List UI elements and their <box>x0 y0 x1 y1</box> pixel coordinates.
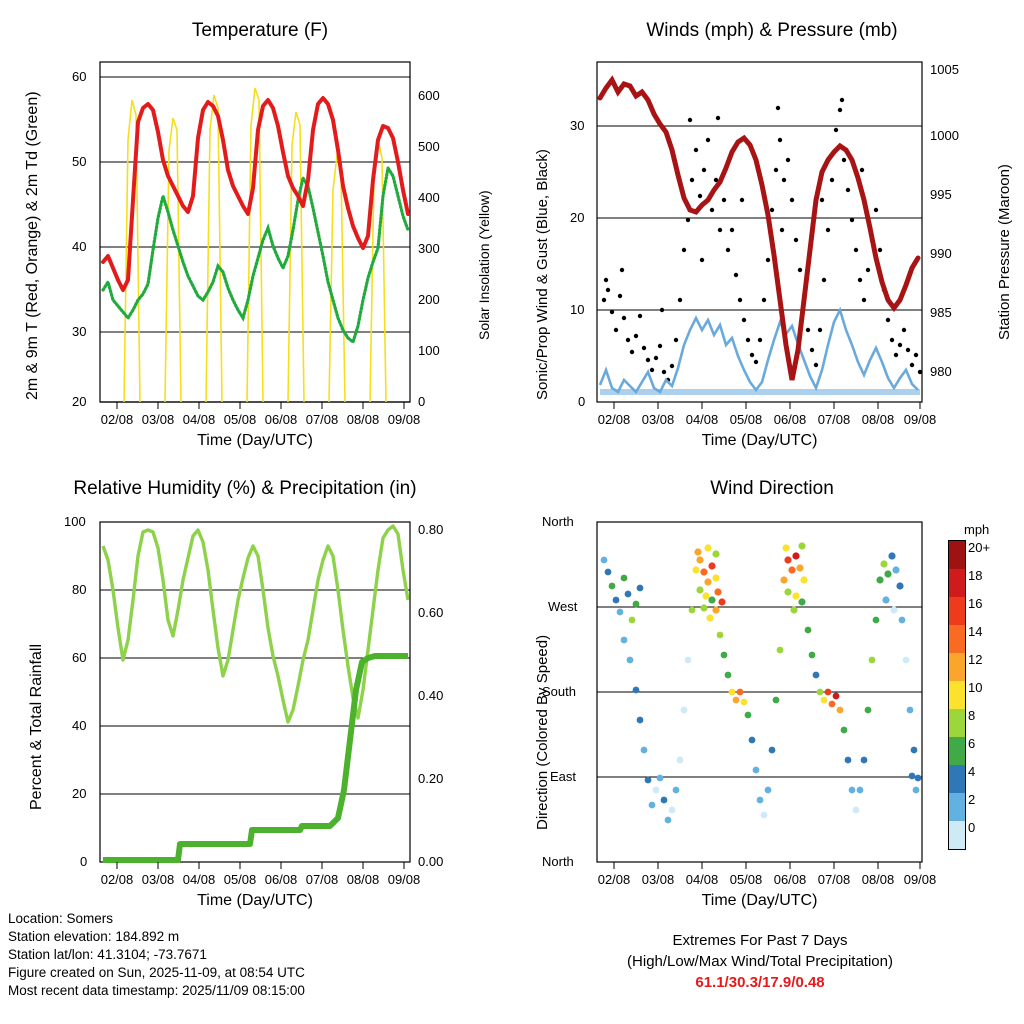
temperature-xtick: 04/08 <box>182 412 216 427</box>
humidity-xtick: 09/08 <box>387 872 421 887</box>
winddirection-xtick: 08/08 <box>861 872 895 887</box>
legend-label: 12 <box>968 652 983 667</box>
legend-label: 8 <box>968 708 976 723</box>
temperature-ytick-left: 40 <box>72 239 87 254</box>
winds-xtick: 06/08 <box>773 412 807 427</box>
legend-label: 18 <box>968 568 983 583</box>
winds-ytick-right: 990 <box>930 246 952 261</box>
winds-xtick: 09/08 <box>903 412 937 427</box>
winddirection-yaxis-label: Direction (Colored By Speed) <box>534 634 551 830</box>
humidity-ytick-right: 0.40 <box>418 688 444 703</box>
humidity-ytick-left: 80 <box>72 582 87 597</box>
winddirection-ytick: North <box>542 514 574 529</box>
winddirection-ytick: East <box>550 769 577 784</box>
station-info-line: Station lat/lon: 41.3104; -73.7671 <box>8 947 207 962</box>
winddirection-xtick: 06/08 <box>773 872 807 887</box>
winddirection-legend <box>948 522 1018 835</box>
extremes-summary <box>560 930 960 993</box>
station-info <box>8 910 305 1000</box>
humidity-ytick-left: 60 <box>72 650 87 665</box>
temperature-ytick-right: 600 <box>418 88 440 103</box>
extremes-heading: Extremes For Past 7 Days <box>672 932 848 949</box>
temperature-yaxis-label-left: 2m & 9m T (Red, Orange) & 2m Td (Green) <box>24 91 41 400</box>
temperature-xtick: 07/08 <box>305 412 339 427</box>
winddirection-title: Wind Direction <box>710 478 834 499</box>
winds-ytick-right: 1005 <box>930 62 959 77</box>
extremes-values: 61.1/30.3/17.9/0.48 <box>695 974 825 991</box>
station-info-line: Figure created on Sun, 2025-11-09, at 08:54 UTC <box>8 965 305 980</box>
temperature-ytick-left: 50 <box>72 154 87 169</box>
humidity-yaxis-label-left: Percent & Total Rainfall <box>28 643 45 810</box>
temperature-xtick: 09/08 <box>387 412 421 427</box>
humidity-xtick: 03/08 <box>141 872 175 887</box>
legend-label: 14 <box>968 624 983 639</box>
winds-xtick: 02/08 <box>597 412 631 427</box>
winddirection-ytick: South <box>542 684 576 699</box>
winddirection-xtick: 02/08 <box>597 872 631 887</box>
station-info-line: Most recent data timestamp: 2025/11/09 08:15:00 <box>8 983 305 998</box>
winds-xtick: 07/08 <box>817 412 851 427</box>
temperature-ytick-left: 20 <box>72 394 87 409</box>
temperature-ytick-right: 400 <box>418 190 440 205</box>
humidity-title: Relative Humidity (%) & Precipitation (in) <box>73 478 417 499</box>
winddirection-xtick: 04/08 <box>685 872 719 887</box>
humidity-ytick-right: 0.00 <box>418 854 444 869</box>
winds-panel <box>512 0 1024 460</box>
winds-xtick: 05/08 <box>729 412 763 427</box>
legend-label: 16 <box>968 596 983 611</box>
winddirection-xtick: 07/08 <box>817 872 851 887</box>
winds-xaxis-label: Time (Day/UTC) <box>701 432 818 449</box>
station-info-line: Station elevation: 184.892 m <box>8 929 180 944</box>
temperature-ytick-right: 200 <box>418 292 440 307</box>
temperature-title: Temperature (F) <box>191 20 329 41</box>
winds-xtick: 03/08 <box>641 412 675 427</box>
winds-ytick-right: 1000 <box>930 128 959 143</box>
humidity-xaxis-label: Time (Day/UTC) <box>197 892 313 909</box>
legend-label: 10 <box>968 680 983 695</box>
humidity-ytick-left: 20 <box>72 786 87 801</box>
temperature-xtick: 02/08 <box>100 412 134 427</box>
humidity-xtick: 06/08 <box>264 872 298 887</box>
extremes-subheading: (High/Low/Max Wind/Total Precipitation) <box>627 953 893 970</box>
temperature-yaxis-label-right: Solar Insolation (Yellow) <box>476 190 492 340</box>
humidity-xtick: 02/08 <box>100 872 134 887</box>
temperature-xaxis-label: Time (Day/UTC) <box>197 432 313 449</box>
humidity-ytick-right: 0.80 <box>418 522 444 537</box>
temperature-ytick-right: 300 <box>418 241 440 256</box>
humidity-ytick-right: 0.20 <box>418 771 444 786</box>
temperature-xtick: 05/08 <box>223 412 257 427</box>
winddirection-xtick: 05/08 <box>729 872 763 887</box>
winddirection-panel <box>512 460 1024 930</box>
winds-title: Winds (mph) & Pressure (mb) <box>646 20 898 41</box>
legend-label: 4 <box>968 764 976 779</box>
winddirection-xtick: 03/08 <box>641 872 675 887</box>
winds-ytick-right: 985 <box>930 305 952 320</box>
winds-ytick-left: 10 <box>570 302 585 317</box>
temperature-ytick-left: 60 <box>72 69 87 84</box>
temperature-xtick: 06/08 <box>264 412 298 427</box>
winddirection-xtick: 09/08 <box>903 872 937 887</box>
humidity-xtick: 05/08 <box>223 872 257 887</box>
winds-yaxis-label-right: Station Pressure (Maroon) <box>996 164 1013 340</box>
winddirection-ytick: North <box>542 854 574 869</box>
station-info-line: Location: Somers <box>8 911 114 926</box>
humidity-ytick-right: 0.60 <box>418 605 444 620</box>
temperature-panel <box>0 0 512 460</box>
temperature-xtick: 03/08 <box>141 412 175 427</box>
humidity-xtick: 08/08 <box>346 872 380 887</box>
winds-ytick-left: 30 <box>570 118 585 133</box>
winds-ytick-left: 0 <box>578 394 586 409</box>
legend-label: 0 <box>968 820 976 835</box>
legend-label: 6 <box>968 736 976 751</box>
humidity-xtick: 07/08 <box>305 872 339 887</box>
legend-label: 20+ <box>968 540 991 555</box>
winddirection-ytick: West <box>548 599 578 614</box>
legend-title: mph <box>964 522 990 537</box>
winds-xtick: 08/08 <box>861 412 895 427</box>
winds-ytick-left: 20 <box>570 210 585 225</box>
winds-xtick: 04/08 <box>685 412 719 427</box>
winddirection-xaxis-label: Time (Day/UTC) <box>701 892 818 909</box>
temperature-ytick-right: 500 <box>418 139 440 154</box>
humidity-ytick-left: 40 <box>72 718 87 733</box>
temperature-ytick-right: 100 <box>418 343 440 358</box>
humidity-ytick-left: 100 <box>64 514 86 529</box>
temperature-xtick: 08/08 <box>346 412 380 427</box>
winds-yaxis-label-left: Sonic/Prop Wind & Gust (Blue, Black) <box>534 149 551 400</box>
humidity-xtick: 04/08 <box>182 872 216 887</box>
humidity-ytick-left: 0 <box>80 854 88 869</box>
legend-label: 2 <box>968 792 976 807</box>
temperature-ytick-left: 30 <box>72 324 87 339</box>
humidity-panel <box>0 460 512 930</box>
winds-ytick-right: 980 <box>930 364 952 379</box>
winds-ytick-right: 995 <box>930 187 952 202</box>
temperature-ytick-right: 0 <box>418 394 426 409</box>
